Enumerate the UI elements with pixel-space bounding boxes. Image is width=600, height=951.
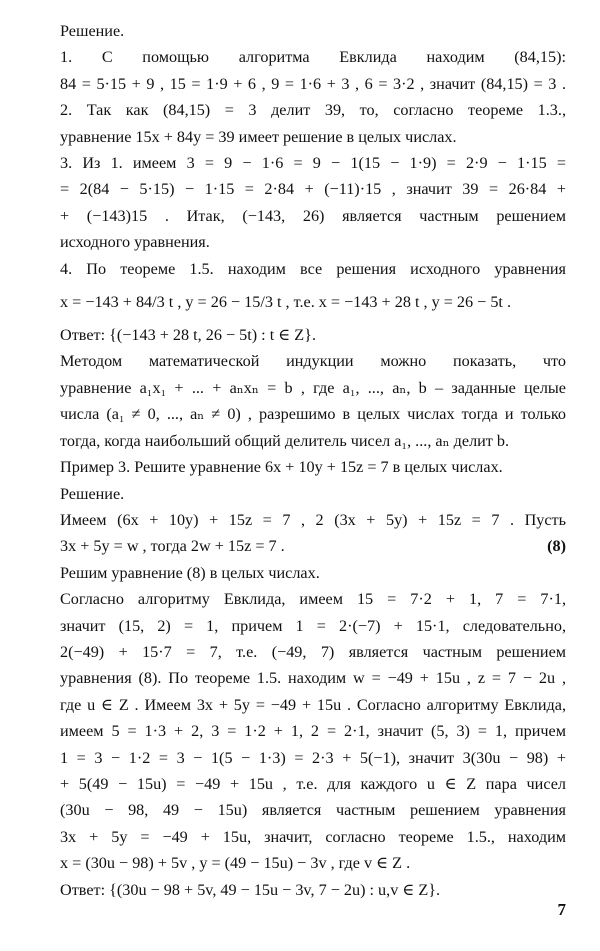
text-line-19: Имеем (6x + 10y) + 15z = 7 , 2 (3x + 5y) + 15z = 7 . Пусть [60, 510, 566, 529]
text-line-18: Решение. [60, 484, 125, 503]
text-line-21: Решим уравнение (8) в целых числах. [60, 563, 320, 582]
answer-line-2: Ответ: {(30u − 98 + 5v, 49 − 15u − 3v, 7 − 2u) : u,v ∈ Z}. [60, 880, 441, 899]
text-line-30: (30u − 98, 49 − 15u) является частным решением уравнения [60, 801, 566, 820]
text-line-20-body: 3x + 5y = w , тогда 2w + 15z = 7 . [60, 537, 285, 556]
text-line-13: Методом математической индукции можно показать, что [60, 352, 566, 371]
text-line-3: 84 = 5·15 + 9 , 15 = 1·9 + 6 , 9 = 1·6 + 3 , 6 = 3·2 , значит (84,15) = 3 . [60, 74, 566, 93]
text-line-24: 2(−49) + 15·7 = 7, т.е. (−49, 7) является частным решением [60, 642, 566, 661]
text-line-1: Решение. [60, 22, 125, 40]
equation-number: (8) [547, 537, 566, 556]
text-line-32: x = (30u − 98) + 5v , y = (49 − 15u) − 3v , где v ∈ Z . [60, 854, 411, 873]
text-line-27: имеем 5 = 1·3 + 2, 3 = 1·2 + 1, 2 = 2·1, значит (5, 3) = 1, причем [60, 722, 566, 741]
answer-line-1: Ответ: {(−143 + 28 t, 26 − 5t) : t ∈ Z}. [60, 326, 316, 345]
text-line-20 [60, 533, 566, 559]
text-line-14: уравнение a₁x₁ + ... + aₙxₙ = b , где a₁, ..., aₙ, b – заданные целые [60, 378, 566, 397]
text-line-23: значит (15, 2) = 1, причем 1 = 2·(−7) + 15·1, следовательно, [60, 616, 566, 635]
text-line-29: + 5(49 − 15u) = −49 + 15u , т.е. для каждого u ∈ Z пара чисел [60, 774, 566, 793]
text-line-11: x = −143 + 84/3 t , y = 26 − 15/3 t , т.е. x = −143 + 28 t , y = 26 − 5t . [60, 293, 512, 312]
page-number: 7 [557, 900, 566, 919]
text-line-22: Согласно алгоритму Евклида, имеем 15 = 7·2 + 1, 7 = 7·1, [60, 590, 566, 609]
text-line-4: 2. Так как (84,15) = 3 делит 39, то, согласно теореме 1.3., [60, 101, 566, 120]
text-line-9: исходного уравнения. [60, 233, 210, 252]
text-line-26: где u ∈ Z . Имеем 3x + 5y = −49 + 15u . Согласно алгоритму Евклида, [60, 695, 566, 714]
page-body [60, 18, 566, 903]
text-line-8: + (−143)15 . Итак, (−143, 26) является частным решением [60, 206, 566, 225]
example-3-title: Пример 3. Решите уравнение 6x + 10y + 15z = 7 в целых числах. [60, 458, 503, 477]
text-line-28: 1 = 3 − 1·2 = 3 − 1(5 − 1·3) = 2·3 + 5(−1), значит 3(30u − 98) + [60, 748, 566, 767]
text-line-16: тогда, когда наибольший общий делитель чисел a₁, ..., aₙ делит b. [60, 431, 510, 450]
text-line-7: = 2(84 − 5·15) − 1·15 = 2·84 + (−11)·15 , значит 39 = 26·84 + [60, 180, 566, 199]
text-line-31: 3x + 5y = −49 + 15u, значит, согласно теореме 1.5., находим [60, 827, 566, 846]
text-line-6: 3. Из 1. имеем 3 = 9 − 1·6 = 9 − 1(15 − 1·9) = 2·9 − 1·15 = [60, 154, 566, 173]
text-line-5: уравнение 15x + 84y = 39 имеет решение в целых числах. [60, 127, 457, 146]
text-line-15: числа (a₁ ≠ 0, ..., aₙ ≠ 0) , разрешимо в целых числах тогда и только [60, 405, 566, 424]
text-line-10: 4. По теореме 1.5. находим все решения исходного уравнения [60, 259, 566, 278]
text-line-2: 1. С помощью алгоритма Евклида находим (84,15): [60, 48, 566, 67]
text-line-25: уравнения (8). По теореме 1.5. находим w = −49 + 15u , z = 7 − 2u , [60, 669, 566, 688]
